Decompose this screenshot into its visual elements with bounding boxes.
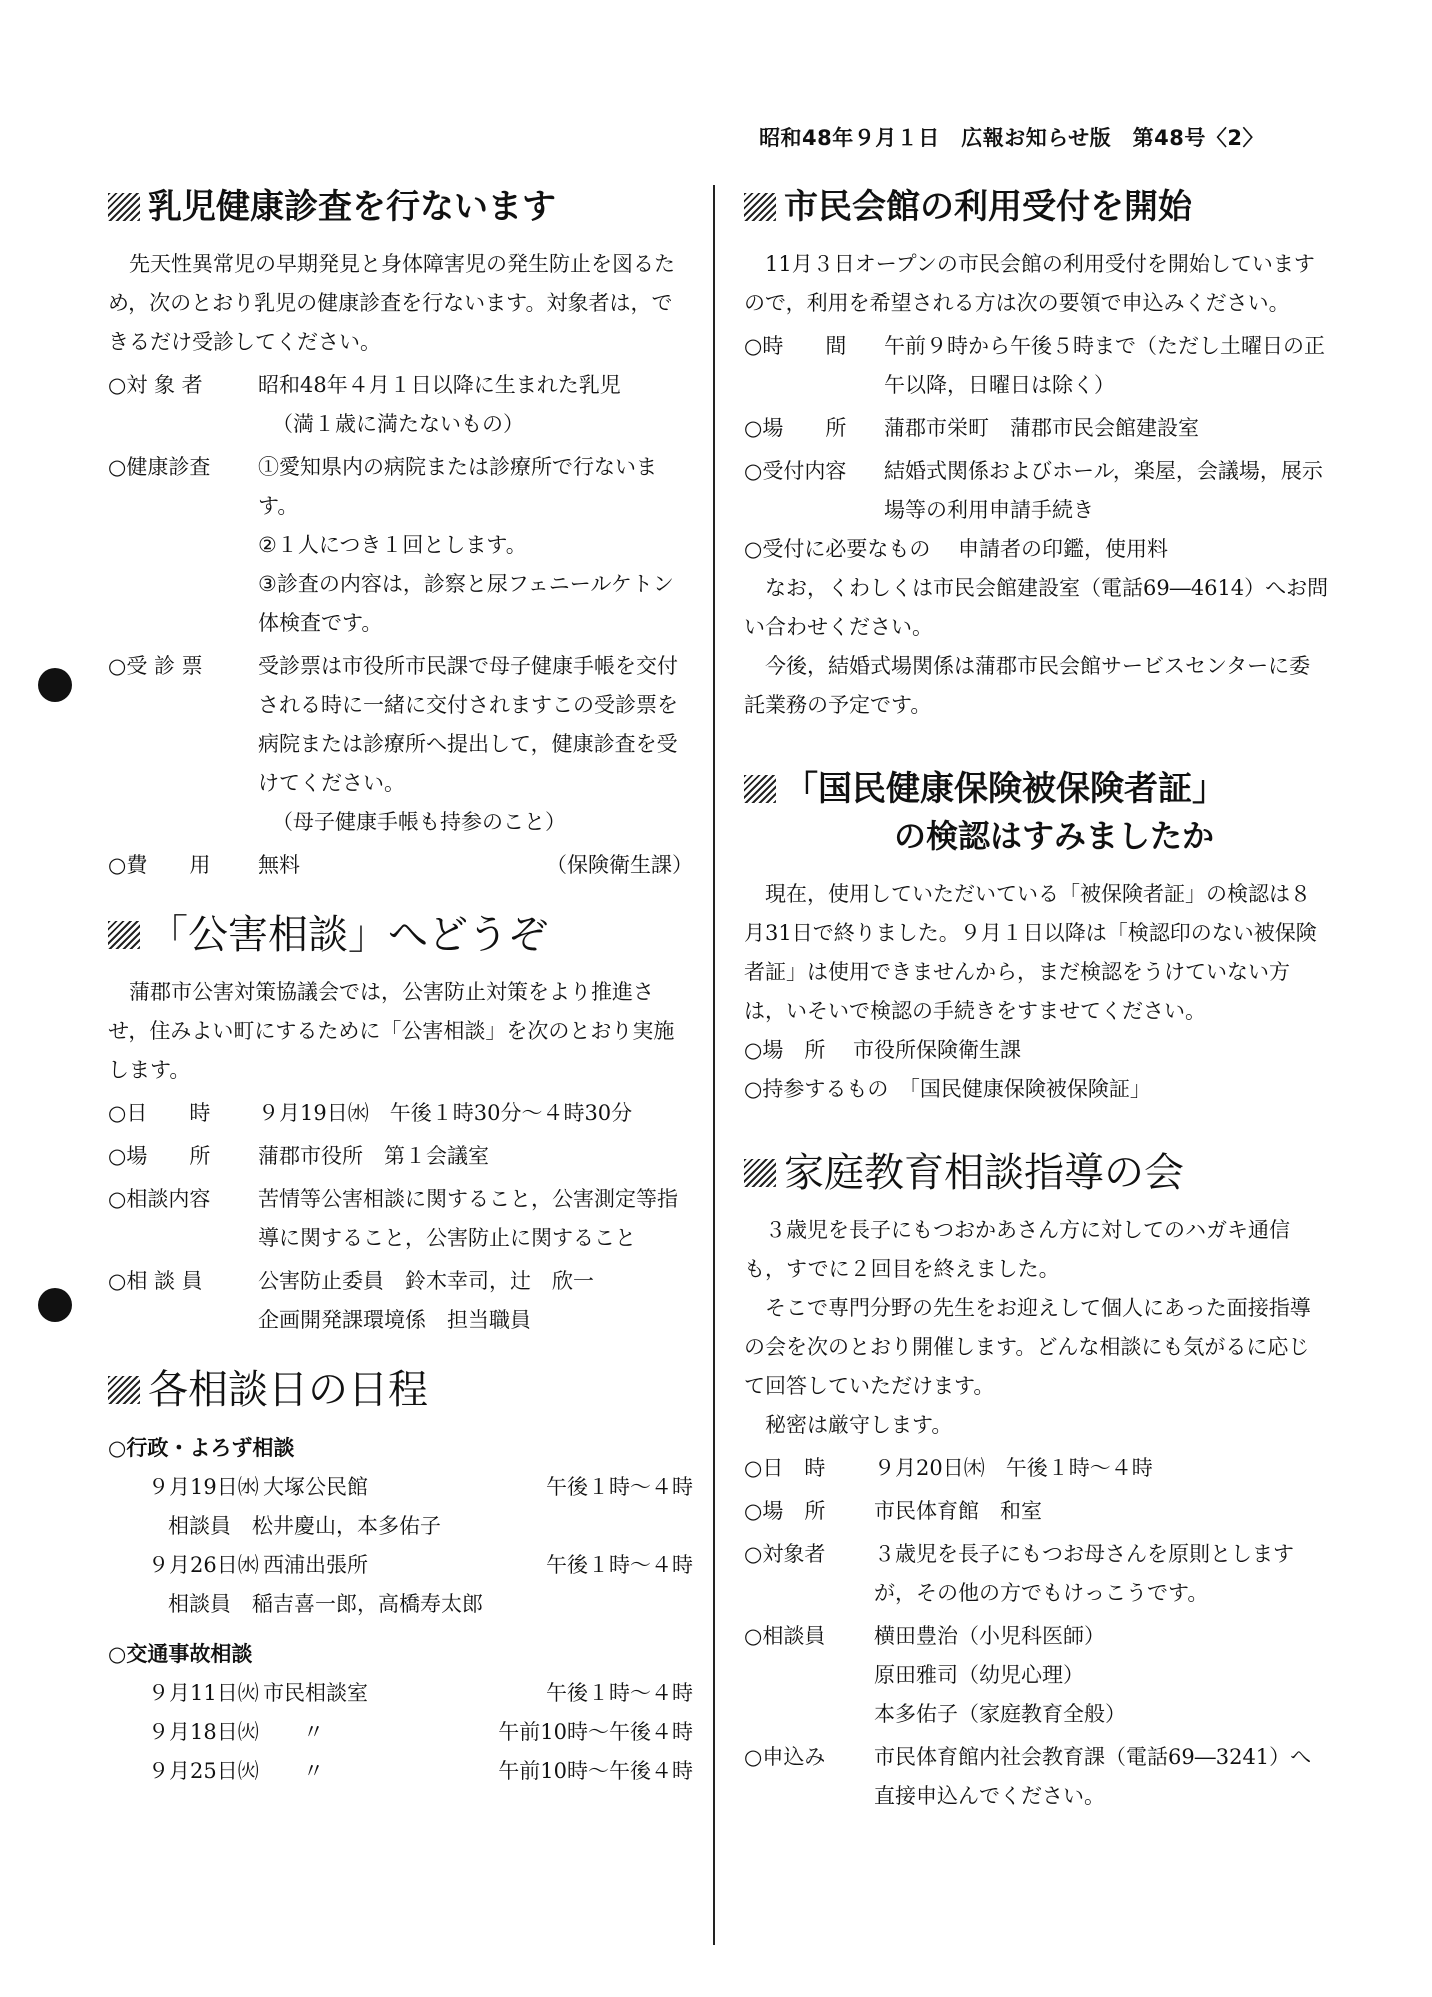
binding-hole (38, 668, 72, 702)
department-note: （保険衛生課） (546, 853, 693, 877)
fee-text: 無料 (258, 853, 300, 877)
schedule-date: ９月26日㈬ (148, 1553, 259, 1577)
section-title: 乳児健康診査を行ないます (148, 187, 556, 227)
schedule-staff: 相談員 稲吉喜一郎，高橋寿太郎 (168, 1592, 483, 1616)
schedule-time: 午後１時～４時 (546, 1553, 693, 1577)
schedule-row (108, 1713, 693, 1752)
intro-text: 先天性異常児の早期発見と身体障害児の発生防止を図るため，次のとおり乳児の健康診査を行ないます。対象者は，できるだけ受診してください。 (108, 252, 675, 354)
target-text: 昭和48年４月１日以降に生まれた乳児 (258, 373, 621, 397)
item-label: ○対象者 (744, 1542, 826, 1566)
time-row (744, 327, 1329, 405)
exam-point-2: ②１人につき１回とします。 (258, 533, 527, 557)
content-row (108, 1180, 693, 1258)
subheading-traffic: ○交通事故相談 (108, 1642, 253, 1666)
section-title: 「公害相談」へどうぞ (148, 912, 548, 958)
hatch-mark-icon (108, 193, 140, 221)
item-value: 蒲郡市役所 第１会議室 (258, 1144, 489, 1168)
item-label: ○健康診査 (108, 455, 211, 479)
item-label: ○相談員 (744, 1624, 826, 1648)
item-label: ○場 所 (744, 1499, 826, 1523)
binding-hole (38, 1288, 72, 1322)
place-row (744, 1492, 1329, 1531)
item-label: ○受 診 票 (108, 654, 203, 678)
content-row (744, 452, 1329, 530)
staff-line: 横田豊治（小児科医師） (874, 1624, 1105, 1648)
section-title-line2: の検認はすみましたか (894, 817, 1215, 855)
schedule-time: 午後１時～４時 (546, 1681, 693, 1705)
section-heading (108, 911, 693, 959)
item-label: ○申込み (744, 1745, 826, 1769)
item-label: ○日 時 (108, 1101, 211, 1125)
section-title: 市民会館の利用受付を開始 (784, 187, 1192, 227)
ticket-row (108, 647, 693, 842)
staff-line: 本多佑子（家庭教育全般） (874, 1702, 1126, 1726)
place-row (108, 1137, 693, 1176)
schedule-place: 大塚公民館 (263, 1475, 368, 1499)
intro-text: そこで専門分野の先生をお迎えして個人にあった面接指導の会を次のとおり開催します。どんな相談にも気がるに応じて回答していただけます。 (744, 1296, 1311, 1398)
place-line: ○場 所 市役所保険衛生課 (744, 1038, 1021, 1062)
target-note: （満１歳に満たないもの） (272, 412, 524, 436)
section-title: 「国民健康保険被保険者証」 (784, 769, 1226, 809)
left-column (108, 183, 693, 1811)
item-value (874, 1617, 1329, 1734)
item-value: 苦情等公害相談に関すること，公害測定等指導に関すること，公害防止に関すること (258, 1187, 678, 1250)
item-value: 蒲郡市栄町 蒲郡市民会館建設室 (884, 416, 1199, 440)
future-note: 今後，結婚式場関係は蒲郡市民会館サービスセンターに委託業務の予定です。 (744, 654, 1311, 717)
item-value (258, 647, 693, 842)
item-label: ○日 時 (744, 1456, 826, 1480)
infant-checkup-section (108, 183, 693, 885)
staff-line: 公害防止委員 鈴木幸司，辻 欣一 (258, 1269, 594, 1293)
schedule-date: ９月11日㈫ (148, 1681, 259, 1705)
section-heading (108, 1366, 693, 1414)
intro-text: 秘密は厳守します。 (765, 1413, 953, 1437)
pollution-consult-section (108, 911, 693, 1340)
subheading-admin: ○行政・よろず相談 (108, 1436, 295, 1460)
section-heading (744, 183, 1329, 231)
section-title: 家庭教育相談指導の会 (784, 1150, 1184, 1196)
hatch-mark-icon (108, 1376, 140, 1404)
civic-hall-section (744, 183, 1329, 725)
item-label: ○相談内容 (108, 1187, 211, 1211)
section-heading (744, 765, 1329, 813)
schedule-row (108, 1752, 693, 1791)
item-value: ９月20日㈭ 午後１時～４時 (874, 1456, 1153, 1480)
item-value (258, 846, 693, 885)
item-label: ○受付内容 (744, 459, 847, 483)
contact-note: なお，くわしくは市民会館建設室（電話69―4614）へお問い合わせください。 (744, 576, 1329, 639)
item-value: 市民体育館内社会教育課（電話69―3241）へ直接申込んでください。 (874, 1745, 1312, 1808)
hatch-mark-icon (108, 921, 140, 949)
staff-row (744, 1617, 1329, 1734)
target-row (744, 1535, 1329, 1613)
insurance-section (744, 765, 1329, 1109)
column-divider (713, 185, 715, 1945)
item-label: ○費 用 (108, 853, 211, 877)
issue-header: 昭和48年９月１日 広報お知らせ版 第48号〈2〉 (759, 126, 1264, 150)
hatch-mark-icon (744, 193, 776, 221)
date-row (108, 1094, 693, 1133)
bring-line: ○持参するもの 「国民健康保険被保険証」 (744, 1077, 1151, 1101)
family-education-section (744, 1149, 1329, 1816)
schedule-time: 午前10時～午後４時 (498, 1759, 693, 1783)
fee-row (108, 846, 693, 885)
schedule-staff: 相談員 松井慶山，本多佑子 (168, 1514, 441, 1538)
exam-point-1: ①愛知県内の病院または診療所で行ないます。 (258, 455, 657, 518)
schedule-row (108, 1546, 693, 1585)
item-label: ○場 所 (744, 416, 847, 440)
exam-row (108, 448, 693, 643)
apply-row (744, 1738, 1329, 1816)
schedule-place: 西浦出張所 (263, 1553, 368, 1577)
exam-point-3: ③診査の内容は，診察と尿フェニールケトン体検査です。 (258, 572, 674, 635)
schedule-place: 〃 (303, 1759, 324, 1783)
item-value: 午前９時から午後５時まで（ただし土曜日の正午以降，日曜日は除く） (884, 334, 1325, 397)
item-value (258, 366, 693, 444)
date-row (744, 1449, 1329, 1488)
schedule-place: 市民相談室 (263, 1681, 368, 1705)
schedule-time: 午前10時～午後４時 (498, 1720, 693, 1744)
place-row (744, 409, 1329, 448)
required-items: ○受付に必要なもの 申請者の印鑑，使用料 (744, 537, 1168, 561)
item-label: ○場 所 (108, 1144, 211, 1168)
item-value (258, 448, 693, 643)
item-value: 結婚式関係およびホール，楽屋，会議場，展示場等の利用申請手続き (884, 459, 1323, 522)
target-row (108, 366, 693, 444)
section-heading (744, 1149, 1329, 1197)
schedule-place: 〃 (303, 1720, 324, 1744)
item-label: ○相 談 員 (108, 1269, 203, 1293)
right-column (744, 183, 1329, 1836)
intro-text: 蒲郡市公害対策協議会では，公害防止対策をより推進させ，住みよい町にするために「公害相談」を次のとおり実施します。 (108, 980, 675, 1082)
intro-text: 11月３日オープンの市民会館の利用受付を開始していますので，利用を希望される方は次の要領で申込みください。 (744, 252, 1315, 315)
hatch-mark-icon (744, 1159, 776, 1187)
item-value: ９月19日㈬ 午後１時30分～４時30分 (258, 1101, 633, 1125)
schedule-date: ９月25日㈫ (148, 1759, 259, 1783)
section-heading (108, 183, 693, 231)
staff-line: 企画開発課環境係 担当職員 (258, 1308, 531, 1332)
schedule-date: ９月18日㈫ (148, 1720, 259, 1744)
schedule-section (108, 1366, 693, 1791)
item-value (258, 1262, 693, 1340)
hatch-mark-icon (744, 775, 776, 803)
ticket-note: （母子健康手帳も持参のこと） (272, 810, 566, 834)
schedule-time: 午後１時～４時 (546, 1475, 693, 1499)
item-value: 市民体育館 和室 (874, 1499, 1042, 1523)
intro-text: 現在，使用していただいている「被保険者証」の検認は８月31日で終りました。９月１日以降は「検認印のない被保険者証」は使用できませんから，まだ検認をうけていない方は，いそいで検認の手続きをすませてください。 (744, 882, 1317, 1023)
staff-row (108, 1262, 693, 1340)
item-value: ３歳児を長子にもつお母さんを原則としますが，その他の方でもけっこうです。 (874, 1542, 1294, 1605)
schedule-date: ９月19日㈬ (148, 1475, 259, 1499)
item-label: ○時 間 (744, 334, 847, 358)
ticket-text: 受診票は市役所市民課で母子健康手帳を交付される時に一緒に交付されますこの受診票を病院または診療所へ提出して，健康診査を受けてください。 (258, 654, 678, 795)
schedule-row (108, 1674, 693, 1713)
schedule-row (108, 1468, 693, 1507)
intro-text: ３歳児を長子にもつおかあさん方に対してのハガキ通信も，すでに２回目を終えました。 (744, 1218, 1290, 1281)
item-label: ○対 象 者 (108, 373, 203, 397)
staff-line: 原田雅司（幼児心理） (874, 1663, 1084, 1687)
section-title: 各相談日の日程 (148, 1367, 428, 1413)
